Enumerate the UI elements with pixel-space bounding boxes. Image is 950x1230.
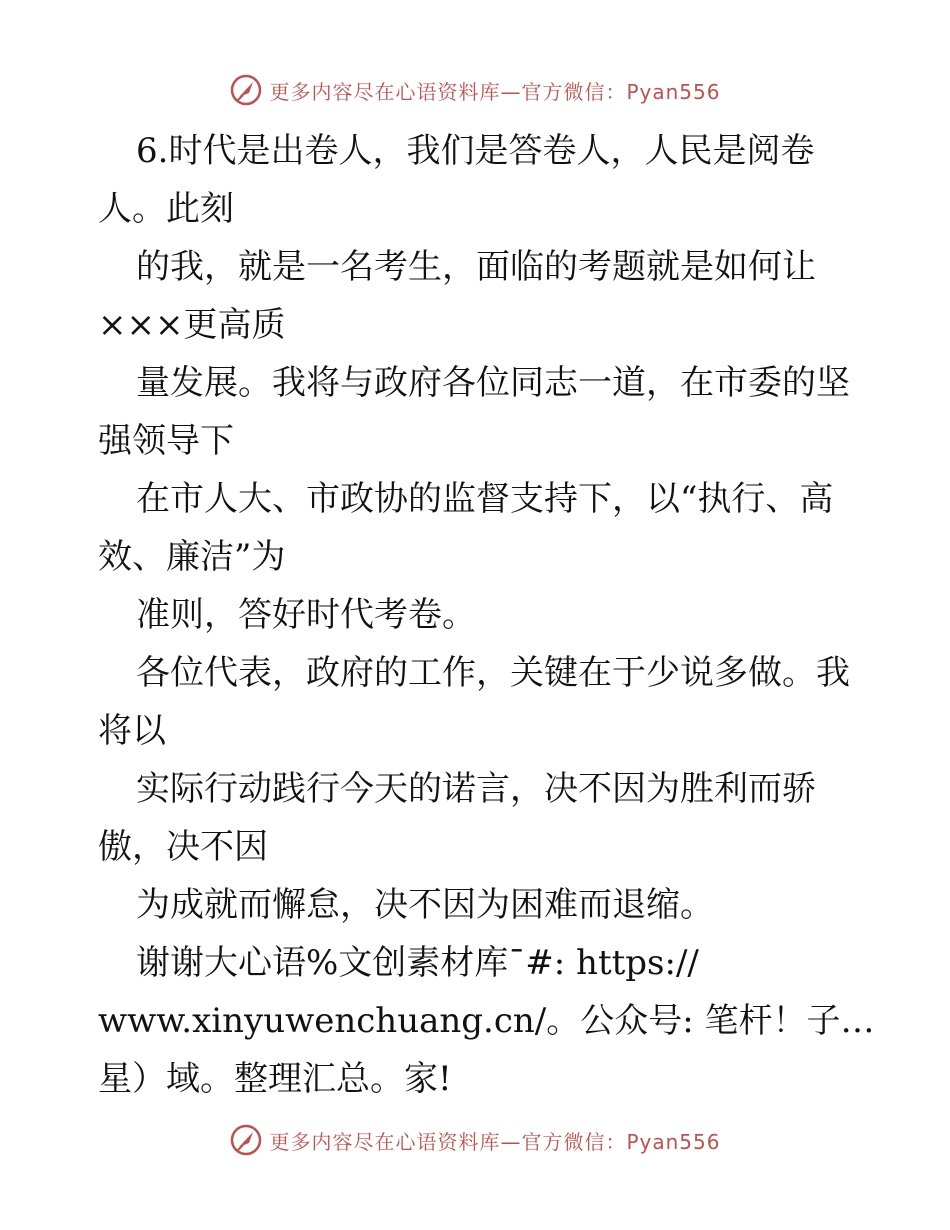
text-line: 效、廉洁”为	[98, 537, 286, 577]
text-line: 各位代表，政府的工作，关键在于少说多做。我	[136, 653, 850, 693]
text-line: 傲，决不因	[98, 827, 268, 867]
banner-wechat: 官方微信：Pyan556	[521, 79, 721, 104]
text-line: 谢谢大心语%文创素材库¯#: https://	[136, 943, 699, 983]
banner-text: 更多内容尽在心语资料库—	[269, 79, 522, 104]
header-watermark-banner	[0, 70, 950, 110]
text-line: 量发展。我将与政府各位同志一道，在市委的坚	[136, 363, 850, 403]
text-line: 在市人大、市政协的监督支持下，以“执行、高	[136, 479, 834, 519]
text-line: 的我，就是一名考生，面临的考题就是如何让	[136, 247, 816, 287]
text-line: 人。此刻	[98, 189, 234, 229]
banner-wechat: 官方微信：Pyan556	[521, 1129, 721, 1154]
text-line: 实际行动践行今天的诺言，决不因为胜利而骄	[136, 769, 816, 809]
text-line: 星）域。整理汇总。家!	[98, 1059, 452, 1099]
text-line: 为成就而懈怠，决不因为困难而退缩。	[136, 885, 714, 925]
document-body	[98, 122, 875, 1108]
text-line: 强领导下	[98, 421, 234, 461]
text-line: 准则，答好时代考卷。	[136, 595, 476, 635]
text-line: www.xinyuwenchuang.cn/。公众号: 笔杆！子…	[98, 1001, 875, 1041]
text-line: ×××更高质	[98, 305, 286, 345]
quill-logo-icon	[229, 1123, 263, 1157]
text-line: 6.时代是出卷人，我们是答卷人，人民是阅卷	[136, 131, 815, 171]
banner-text: 更多内容尽在心语资料库—	[269, 1129, 522, 1154]
quill-logo-icon	[229, 73, 263, 107]
footer-watermark-banner	[0, 1120, 950, 1160]
text-line: 将以	[98, 711, 166, 751]
